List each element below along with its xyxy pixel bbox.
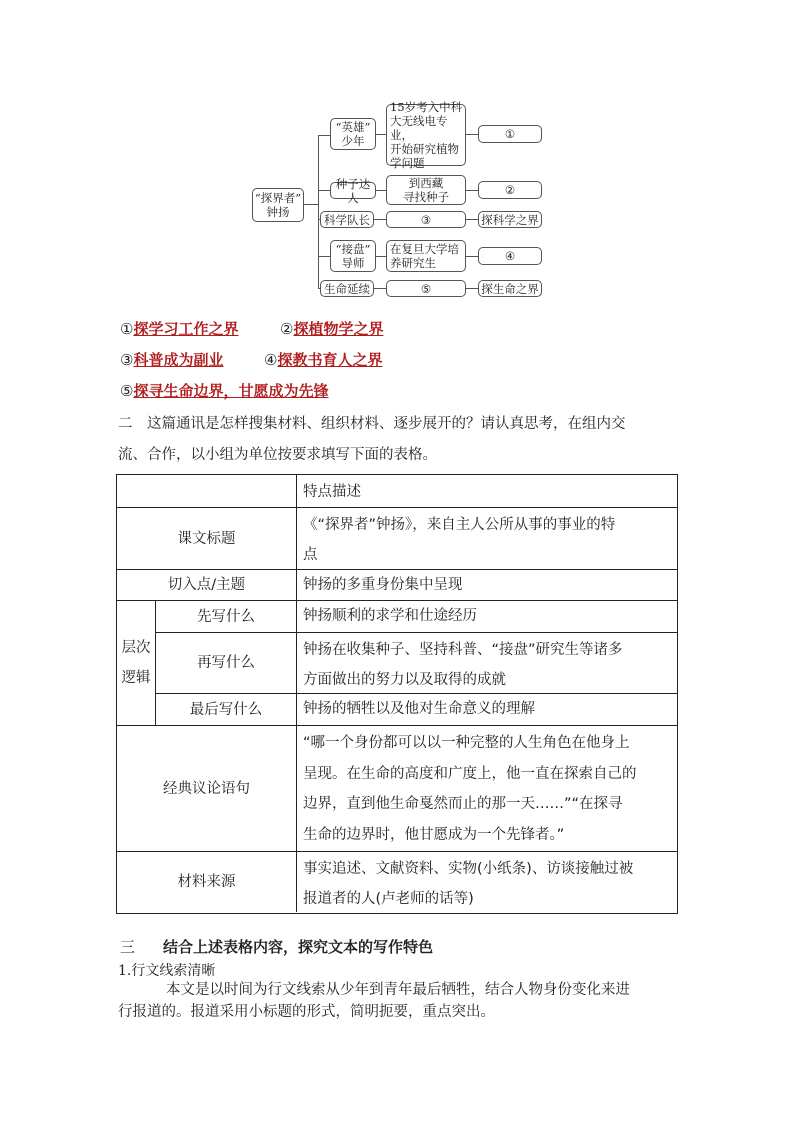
desc-line: 点 — [303, 547, 318, 563]
mindmap-branch-result: 探生命之界 — [478, 280, 542, 297]
desc-line: 呈现。在生命的高度和广度上，他一直在探索自己的 — [303, 765, 637, 782]
answer-1 — [120, 318, 238, 339]
section3-heading — [120, 936, 433, 957]
logic-label-line: 逻辑 — [121, 670, 151, 686]
mindmap-branch-result: ① — [478, 125, 542, 143]
desc-line: 事实追述、文献资料、实物(小纸条)、访谈接触过被 — [303, 861, 634, 877]
mindmap-branch-result: ② — [478, 181, 542, 199]
section3-title: 结合上述表格内容，探究文本的写作特色 — [163, 938, 434, 956]
row-label-logic — [117, 601, 155, 725]
mindmap-branch-label: “接盘” 导师 — [330, 240, 376, 272]
section2-line2: 流、合作，以小组为单位按要求填写下面的表格。 — [118, 447, 437, 463]
row-label-source: 材料来源 — [177, 874, 236, 890]
mindmap-branch-detail: 15岁考入中科 大无线电专业， 开始研究植物 学问题 — [386, 104, 466, 166]
mindmap-branch-detail: 在复旦大学培 养研究生 — [386, 240, 466, 272]
answer-number: ① — [120, 320, 134, 338]
mindmap-branch-label: 种子达人 — [330, 182, 376, 199]
answer-number: ④ — [264, 351, 278, 369]
analysis-table — [116, 474, 678, 914]
logic-label-line: 层次 — [121, 640, 151, 656]
row-label-quote: 经典议论语句 — [163, 780, 250, 797]
mindmap-branch-label: 生命延续 — [320, 280, 374, 297]
mindmap-branch-result: 探科学之界 — [478, 211, 542, 228]
desc-line: 边界，直到他生命戛然而止的那一天……”“在探寻 — [303, 796, 623, 812]
desc-line: 钟扬在收集种子、坚持科普、“接盘”研究生等诸多 — [303, 642, 623, 658]
section3-body-line2: 行报道的。报道采用小标题的形式，简明扼要，重点突出。 — [118, 1004, 495, 1020]
mindmap-root: “探界者” 钟扬 — [252, 188, 304, 222]
mindmap-branch-label: “英雄” 少年 — [330, 118, 376, 150]
answer-text: 探植物学之界 — [293, 320, 384, 338]
answer-5 — [120, 380, 328, 401]
row-desc-first: 钟扬顺利的求学和仕途经历 — [303, 608, 477, 624]
mindmap-branch-detail: 到西藏 寻找种子 — [386, 175, 466, 205]
row-desc-quote — [297, 726, 677, 851]
answer-3 — [120, 349, 223, 370]
desc-line: 报道者的人(卢老师的话等) — [303, 891, 474, 907]
answer-number: ③ — [120, 351, 134, 369]
row-label-last: 最后写什么 — [189, 701, 263, 718]
answer-number: ② — [280, 320, 294, 338]
row-label-first: 先写什么 — [197, 608, 255, 625]
row-desc-source — [297, 852, 677, 912]
desc-line: “哪一个身份都可以以一种完整的人生角色在他身上 — [303, 735, 630, 751]
row-desc-entry: 钟扬的多重身份集中呈现 — [303, 577, 463, 593]
section3-subheading: 1.行文线索清晰 — [118, 963, 216, 979]
mindmap-branch-result: ④ — [478, 247, 542, 265]
section2-line1: 二 这篇通讯是怎样搜集材料、组织材料、逐步展开的？请认真思考，在组内交 — [118, 416, 626, 432]
desc-line: 方面做出的努力以及取得的成就 — [303, 672, 506, 688]
section3-number: 三 — [120, 938, 136, 956]
answer-text: 探学习工作之界 — [133, 320, 239, 338]
row-desc-then — [297, 633, 677, 693]
desc-line: 生命的边界时，他甘愿成为一个先锋者。” — [303, 826, 565, 843]
answer-text: 探寻生命边界，甘愿成为先锋 — [133, 382, 329, 400]
table-header: 特点描述 — [303, 484, 361, 500]
answer-number: ⑤ — [120, 382, 134, 400]
answer-2 — [280, 318, 383, 339]
section3-body-line1: 本文是以时间为行文线索从少年到青年最后牺牲，结合人物身份变化来进 — [166, 982, 630, 998]
answer-text: 科普成为副业 — [133, 351, 224, 369]
mindmap-branch-detail: ③ — [386, 211, 466, 228]
answer-text: 探教书育人之界 — [277, 351, 383, 369]
row-desc-title — [297, 508, 677, 569]
row-label-title: 课文标题 — [177, 530, 236, 547]
mindmap-branch-detail: ⑤ — [386, 280, 466, 297]
answer-4 — [264, 349, 382, 370]
mind-map-diagram — [248, 100, 548, 300]
mindmap-branch-label: 科学队长 — [320, 211, 374, 228]
row-label-entry: 切入点/主题 — [167, 577, 246, 593]
row-label-then: 再写什么 — [197, 655, 255, 671]
desc-line: 《“探界者”钟扬》，来自主人公所从事的事业的特 — [303, 517, 616, 533]
row-desc-last: 钟扬的牺牲以及他对生命意义的理解 — [303, 701, 535, 717]
